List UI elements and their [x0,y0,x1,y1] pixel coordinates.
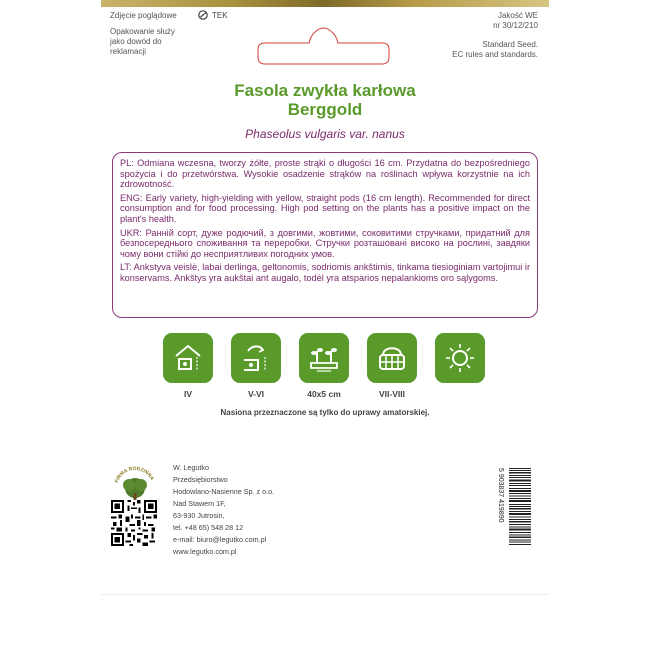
greenhouse-sowing-icon [171,341,205,375]
description-pl: PL: Odmiana wczesna, tworzy żółte, proste strąki o długości 16 cm. Przydatna do bezpośredniego spożycia i do przetwórstwa. Wysokie osadzenie strąków na roślinach wpływa korzystnie na ich zdrowotność. [120,158,530,190]
description-box [112,152,538,318]
svg-text:FIRMA RODZINNA: FIRMA RODZINNA [113,465,155,484]
seed-packet-back [101,0,549,596]
company-address [173,462,274,558]
standard-line-2: EC rules and standards. [452,50,538,59]
header-right-notes [452,11,538,60]
company-line-1: W. Legutko [173,463,209,472]
icon-label-harvest: VII-VIII [379,389,405,399]
barcode-number: 5 903837 419890 [497,468,504,523]
company-website: www.legutko.com.pl [173,547,237,556]
tek-label: TEK [212,10,228,20]
description-lt: LT: Ankstyva veislė, labai derlinga, geltonomis, sodriomis ankštimis, tinkama tiesioginiam vartojimui ir konservams. Ankštys yra aukštai ant augalo, todėl yra atsparios nepalankioms oro sąlygoms. [120,262,530,283]
package-note: Opakowanie służy jako dowód do reklamacji [110,27,175,56]
company-line-2: Przedsiębiorstwo [173,475,228,484]
product-title: Fasola zwykła karłowa [234,81,416,100]
icon-label-spacing: 40x5 cm [307,389,341,399]
quality-line-2: nr 30/12/210 [493,21,538,30]
tek-badge [198,10,228,20]
description-eng: ENG: Early variety, high-yielding with yellow, straight pods (16 cm length). Recommended for direct consumption and for food processing. High pod setting on the plants has a positive impact on the plant's health. [120,192,530,224]
header-left-notes [110,11,180,57]
icon-label-planting: V-VI [247,389,265,399]
photo-note: Zdjęcie poglądowe [110,11,177,20]
company-line-4: Nad Stawem 1F, [173,499,226,508]
icon-open-ground-sowing [231,333,281,399]
product-photo-strip [101,0,549,7]
open-ground-sowing-icon [239,341,273,375]
company-line-3: Hodowlano-Nasienne Sp. z o.o. [173,487,275,496]
tek-logo-icon [198,10,210,20]
quality-line-1: Jakość WE [497,11,538,20]
company-line-5: 63-930 Jutrosin, [173,511,225,520]
latin-name: Phaseolus vulgaris var. nanus [245,127,405,141]
qr-code [111,500,157,546]
ean-barcode [497,466,531,546]
company-phone: tel. +48 65) 548 28 12 [173,523,244,532]
harvest-basket-icon [375,341,409,375]
standard-line-1: Standard Seed. [482,40,538,49]
amateur-use-note: Nasiona przeznaczone są tylko do uprawy amatorskiej. [220,408,430,417]
description-ukr: UKR: Ранній сорт, дуже родючий, з довгими, жовтими, соковитими стручками, придатний для безпосереднього споживання та переробки. Стручки розташовані високо на рослині, завдяки чому вони стійкі до несприятливих погодних умов. [120,227,530,259]
bottom-divider [101,594,549,595]
icon-sun [435,333,485,383]
icon-greenhouse-sowing [163,333,213,399]
hang-tab-outline [257,27,390,65]
sun-exposure-icon [443,341,477,375]
plant-spacing-icon [307,341,341,375]
cultivation-icons [163,333,463,401]
icon-plant-spacing [299,333,349,399]
variety-name: Berggold [287,100,363,119]
icon-harvest [367,333,417,399]
icon-label-sowing: IV [183,389,193,399]
company-email: e-mail: biuro@legutko.com.pl [173,535,267,544]
